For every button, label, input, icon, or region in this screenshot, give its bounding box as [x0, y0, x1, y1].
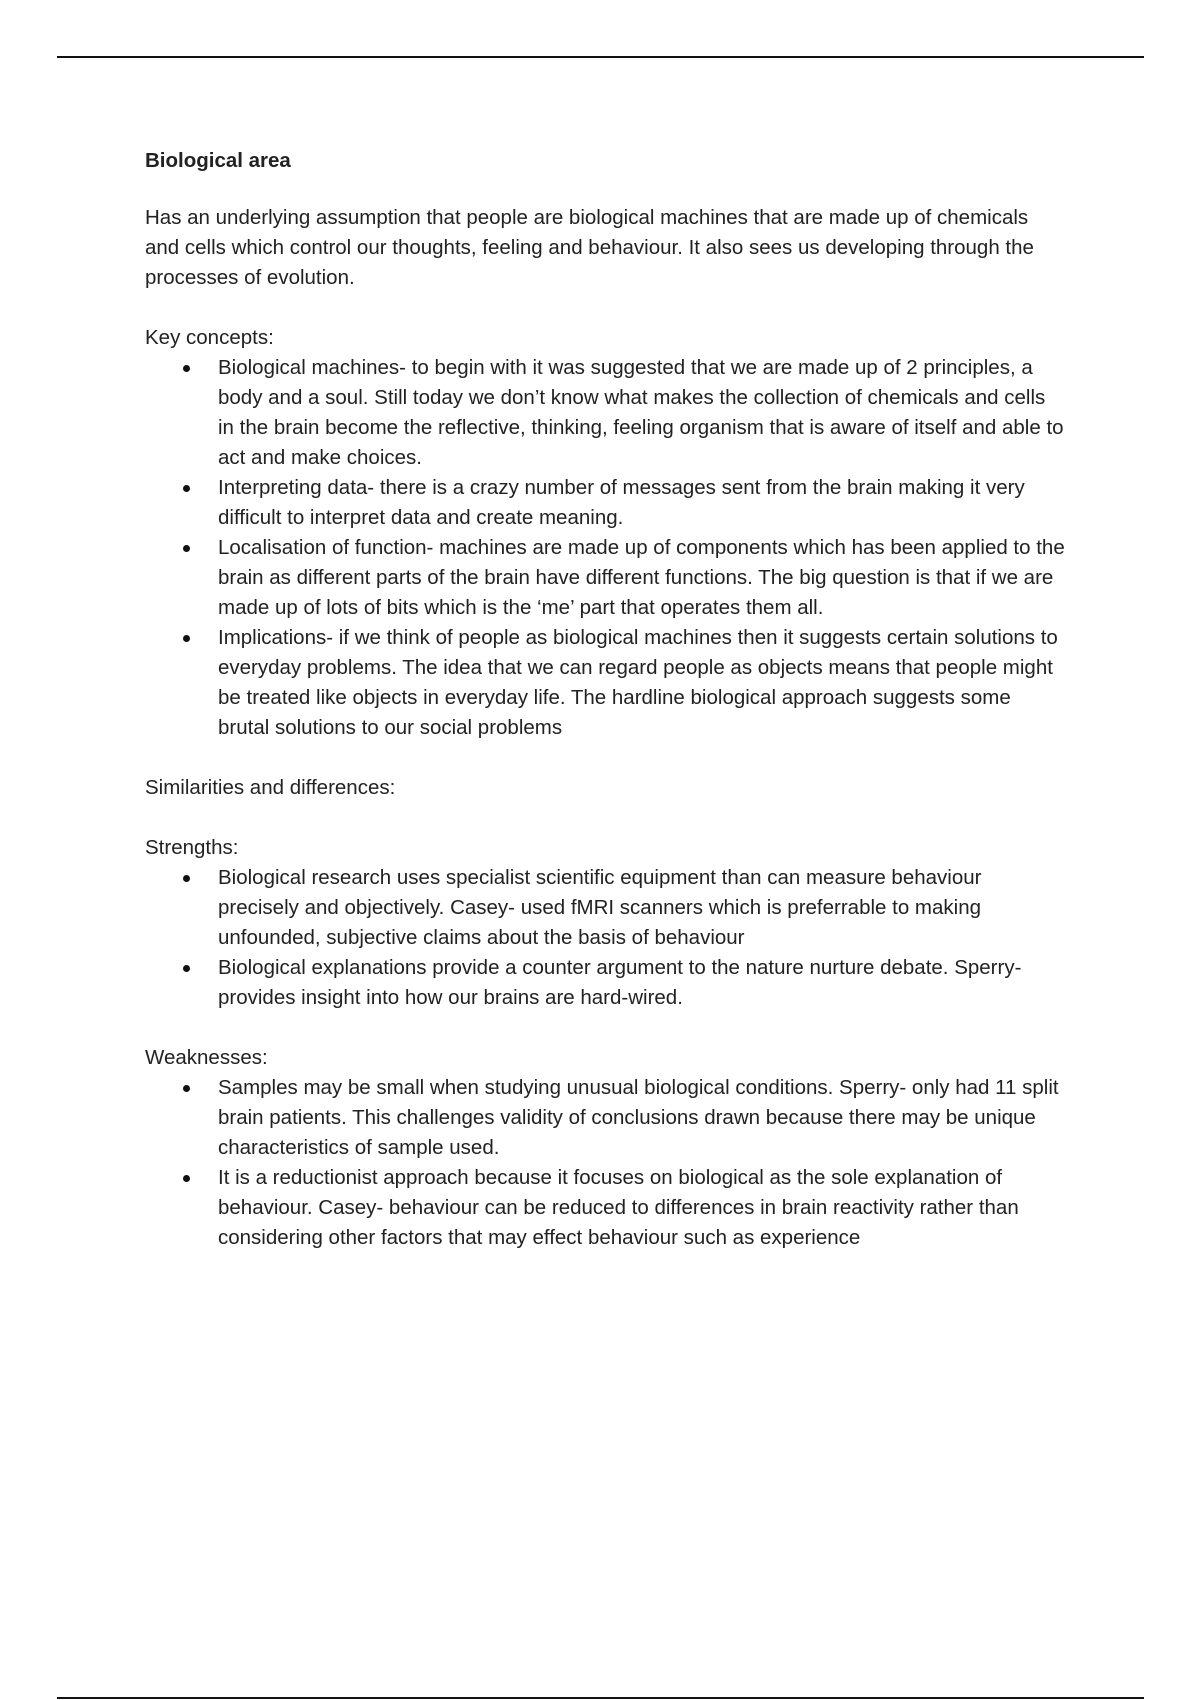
bullet-icon	[183, 635, 190, 642]
strengths-label: Strengths:	[145, 836, 239, 859]
list-item-text: It is a reductionist approach because it focuses on biological as the sole explanation of behaviour. Casey- behaviour can be reduced to differences in brain reactivity rather than considering other factors that may effect behaviour such as experience	[218, 1166, 1019, 1249]
list-item	[145, 353, 1065, 473]
list-item	[145, 863, 1065, 953]
key-concepts-list	[145, 353, 1065, 743]
list-item-text: Biological machines- to begin with it was suggested that we are made up of 2 principles, a body and a soul. Still today we don’t know what makes the collection of chemicals and cells in the brain become the reflective, thinking, feeling organism that is aware of itself and able to act and make choices.	[218, 356, 1064, 469]
page-title: Biological area	[145, 149, 291, 172]
intro-paragraph: Has an underlying assumption that people are biological machines that are made up of chemicals and cells which control our thoughts, feeling and behaviour. It also sees us developing through the processes of evolution.	[145, 206, 1034, 289]
bullet-icon	[183, 545, 190, 552]
list-item-text: Localisation of function- machines are made up of components which has been applied to the brain as different parts of the brain have different functions. The big question is that if we are made up of lots of bits which is the ‘me’ part that operates them all.	[218, 536, 1065, 619]
key-concepts-label: Key concepts:	[145, 326, 274, 349]
list-item	[145, 473, 1065, 533]
weaknesses-label: Weaknesses:	[145, 1046, 268, 1069]
bullet-icon	[183, 1085, 190, 1092]
list-item	[145, 533, 1065, 623]
list-item-text: Implications- if we think of people as biological machines then it suggests certain solutions to everyday problems. The idea that we can regard people as objects means that people might be treated like objects in everyday life. The hardline biological approach suggests some brutal solutions to our social problems	[218, 626, 1058, 739]
list-item-text: Biological research uses specialist scientific equipment than can measure behaviour precisely and objectively. Casey- used fMRI scanners which is preferrable to making unfounded, subjective claims about the basis of behaviour	[218, 866, 982, 949]
bullet-icon	[183, 875, 190, 882]
list-item-text: Interpreting data- there is a crazy number of messages sent from the brain making it very difficult to interpret data and create meaning.	[218, 476, 1025, 529]
list-item	[145, 1163, 1065, 1253]
weaknesses-list	[145, 1073, 1065, 1253]
footer-rule	[57, 1697, 1144, 1699]
list-item-text: Biological explanations provide a counter argument to the nature nurture debate. Sperry- provides insight into how our brains are hard-wired.	[218, 956, 1022, 1009]
list-item	[145, 623, 1065, 743]
document-body	[145, 145, 1065, 1253]
bullet-icon	[183, 1175, 190, 1182]
list-item	[145, 953, 1065, 1013]
bullet-icon	[183, 485, 190, 492]
bullet-icon	[183, 965, 190, 972]
similarities-label: Similarities and differences:	[145, 776, 396, 799]
strengths-list	[145, 863, 1065, 1013]
header-rule	[57, 56, 1144, 58]
bullet-icon	[183, 365, 190, 372]
list-item-text: Samples may be small when studying unusual biological conditions. Sperry- only had 11 split brain patients. This challenges validity of conclusions drawn because there may be unique characteristics of sample used.	[218, 1076, 1059, 1159]
list-item	[145, 1073, 1065, 1163]
